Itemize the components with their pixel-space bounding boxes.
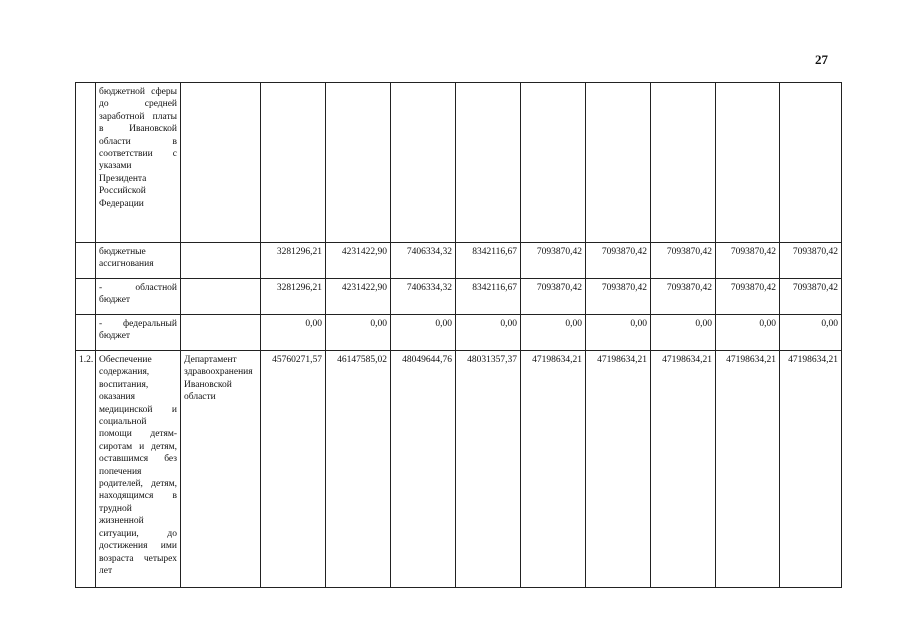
value-cell: 7093870,42 [716, 243, 780, 279]
row-index [76, 83, 96, 243]
row-index [76, 243, 96, 279]
row-executor [181, 279, 261, 315]
row-index [76, 279, 96, 315]
row-executor: Департамент здравоохранения Ивановской области [181, 351, 261, 588]
row-description: - областной бюджет [96, 279, 181, 315]
value-cell: 0,00 [586, 315, 651, 351]
value-cell [521, 83, 586, 243]
value-cell: 7093870,42 [586, 279, 651, 315]
value-cell [780, 83, 842, 243]
value-cell: 7093870,42 [521, 279, 586, 315]
row-description: Обеспечение содержания, воспитания, оказания медицинской и социальной помощи детям-сиротам и детям, оставшимся без попечения родителей, детям, находящимся в трудной жизненной ситуации, до достижения ими возраста четырех лет [96, 351, 181, 588]
value-cell: 48049644,76 [391, 351, 456, 588]
value-cell: 8342116,67 [456, 279, 521, 315]
value-cell: 3281296,21 [261, 279, 326, 315]
value-cell: 47198634,21 [586, 351, 651, 588]
row-description: бюджетные ассигнования [96, 243, 181, 279]
table-row [76, 279, 842, 315]
table-row [76, 351, 842, 588]
value-cell: 7093870,42 [521, 243, 586, 279]
value-cell: 4231422,90 [326, 279, 391, 315]
value-cell [456, 83, 521, 243]
value-cell: 47198634,21 [521, 351, 586, 588]
value-cell: 46147585,02 [326, 351, 391, 588]
value-cell: 4231422,90 [326, 243, 391, 279]
value-cell: 7093870,42 [780, 243, 842, 279]
budget-table [75, 82, 842, 588]
value-cell: 0,00 [780, 315, 842, 351]
table-row [76, 315, 842, 351]
value-cell: 7406334,32 [391, 243, 456, 279]
value-cell: 7093870,42 [651, 279, 716, 315]
row-index: 1.2. [76, 351, 96, 588]
value-cell: 47198634,21 [716, 351, 780, 588]
value-cell: 8342116,67 [456, 243, 521, 279]
value-cell: 0,00 [391, 315, 456, 351]
value-cell [716, 83, 780, 243]
value-cell: 7093870,42 [586, 243, 651, 279]
value-cell: 48031357,37 [456, 351, 521, 588]
row-description: - федеральный бюджет [96, 315, 181, 351]
value-cell: 7093870,42 [651, 243, 716, 279]
row-description: бюджетной сферы до средней заработной платы в Ивановской области в соответствии с указами Президента Российской Федерации [96, 83, 181, 243]
value-cell: 0,00 [326, 315, 391, 351]
value-cell: 7093870,42 [716, 279, 780, 315]
value-cell [391, 83, 456, 243]
value-cell: 0,00 [716, 315, 780, 351]
value-cell: 7406334,32 [391, 279, 456, 315]
row-index [76, 315, 96, 351]
value-cell: 45760271,57 [261, 351, 326, 588]
value-cell [326, 83, 391, 243]
value-cell: 0,00 [521, 315, 586, 351]
row-executor [181, 315, 261, 351]
row-executor [181, 243, 261, 279]
table-row [76, 243, 842, 279]
page-number: 27 [815, 52, 828, 67]
value-cell: 0,00 [456, 315, 521, 351]
value-cell: 47198634,21 [651, 351, 716, 588]
table-body [76, 83, 842, 588]
value-cell: 0,00 [261, 315, 326, 351]
value-cell [586, 83, 651, 243]
table-row [76, 83, 842, 243]
value-cell: 3281296,21 [261, 243, 326, 279]
value-cell: 0,00 [651, 315, 716, 351]
value-cell [261, 83, 326, 243]
row-executor [181, 83, 261, 243]
value-cell: 7093870,42 [780, 279, 842, 315]
value-cell: 47198634,21 [780, 351, 842, 588]
value-cell [651, 83, 716, 243]
